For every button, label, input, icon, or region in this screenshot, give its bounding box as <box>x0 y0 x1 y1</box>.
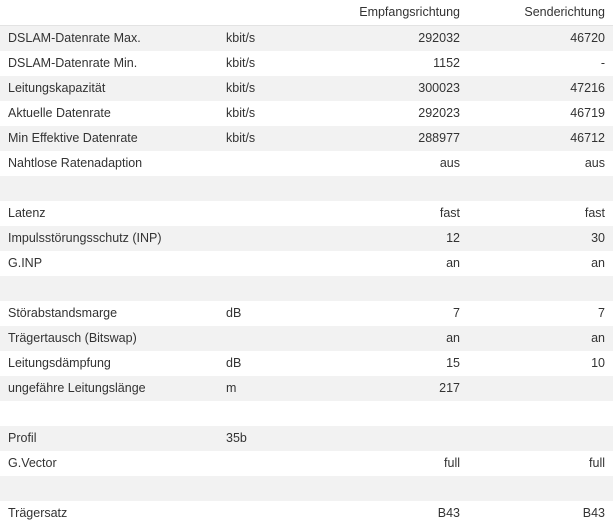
cell-receive-value: 7 <box>318 301 468 326</box>
cell-label <box>0 276 218 301</box>
cell-receive-value: an <box>318 251 468 276</box>
table-row <box>0 451 613 476</box>
cell-send-value <box>468 176 613 201</box>
cell-receive-value: 15 <box>318 351 468 376</box>
table-row <box>0 76 613 101</box>
cell-label: Nahtlose Ratenadaption <box>0 151 218 176</box>
cell-unit <box>218 226 318 251</box>
cell-receive-value <box>318 476 468 501</box>
cell-receive-value: 292023 <box>318 101 468 126</box>
cell-unit <box>218 201 318 226</box>
cell-label: Leitungskapazität <box>0 76 218 101</box>
cell-send-value: 7 <box>468 301 613 326</box>
cell-label: DSLAM-Datenrate Max. <box>0 26 218 52</box>
cell-unit: kbit/s <box>218 101 318 126</box>
cell-send-value: 46712 <box>468 126 613 151</box>
cell-unit <box>218 401 318 426</box>
cell-label: Min Effektive Datenrate <box>0 126 218 151</box>
cell-label: Leitungsdämpfung <box>0 351 218 376</box>
table-row <box>0 301 613 326</box>
table-row <box>0 326 613 351</box>
cell-send-value <box>468 426 613 451</box>
header-row <box>0 0 613 26</box>
cell-label: Latenz <box>0 201 218 226</box>
header-send-direction: Senderichtung <box>468 0 613 26</box>
cell-receive-value: 292032 <box>318 26 468 52</box>
cell-receive-value: aus <box>318 151 468 176</box>
cell-label: Trägersatz <box>0 501 218 526</box>
table-row <box>0 376 613 401</box>
cell-label: G.Vector <box>0 451 218 476</box>
table-row <box>0 501 613 526</box>
cell-receive-value: 1152 <box>318 51 468 76</box>
cell-send-value <box>468 376 613 401</box>
cell-label <box>0 401 218 426</box>
cell-send-value: full <box>468 451 613 476</box>
cell-label: G.INP <box>0 251 218 276</box>
table-row <box>0 351 613 376</box>
header-label <box>0 0 218 26</box>
cell-send-value <box>468 276 613 301</box>
cell-label <box>0 176 218 201</box>
cell-unit: kbit/s <box>218 126 318 151</box>
cell-send-value: an <box>468 251 613 276</box>
cell-send-value: 30 <box>468 226 613 251</box>
cell-receive-value <box>318 176 468 201</box>
cell-label: DSLAM-Datenrate Min. <box>0 51 218 76</box>
cell-send-value: 47216 <box>468 76 613 101</box>
table-header <box>0 0 613 26</box>
cell-receive-value: an <box>318 326 468 351</box>
cell-receive-value: B43 <box>318 501 468 526</box>
header-unit <box>218 0 318 26</box>
table-row <box>0 26 613 52</box>
cell-receive-value: full <box>318 451 468 476</box>
table-row <box>0 426 613 451</box>
cell-receive-value: fast <box>318 201 468 226</box>
cell-label: Trägertausch (Bitswap) <box>0 326 218 351</box>
cell-send-value: - <box>468 51 613 76</box>
table-row <box>0 126 613 151</box>
cell-unit: kbit/s <box>218 76 318 101</box>
table-spacer-row <box>0 276 613 301</box>
cell-label <box>0 476 218 501</box>
cell-label: Aktuelle Datenrate <box>0 101 218 126</box>
cell-unit: kbit/s <box>218 26 318 52</box>
table-spacer-row <box>0 401 613 426</box>
cell-send-value: an <box>468 326 613 351</box>
cell-label: Profil <box>0 426 218 451</box>
cell-receive-value: 288977 <box>318 126 468 151</box>
cell-unit <box>218 251 318 276</box>
cell-receive-value: 217 <box>318 376 468 401</box>
cell-label: ungefähre Leitungslänge <box>0 376 218 401</box>
cell-send-value <box>468 476 613 501</box>
cell-send-value: 46720 <box>468 26 613 52</box>
table-row <box>0 101 613 126</box>
header-receive-direction: Empfangsrichtung <box>318 0 468 26</box>
cell-unit: dB <box>218 351 318 376</box>
cell-receive-value <box>318 401 468 426</box>
cell-send-value: fast <box>468 201 613 226</box>
cell-unit <box>218 176 318 201</box>
table-row <box>0 251 613 276</box>
table-row <box>0 201 613 226</box>
cell-unit <box>218 326 318 351</box>
table-spacer-row <box>0 176 613 201</box>
cell-unit <box>218 501 318 526</box>
cell-unit: 35b <box>218 426 318 451</box>
cell-send-value <box>468 401 613 426</box>
table-row <box>0 51 613 76</box>
table-row <box>0 151 613 176</box>
table-row <box>0 226 613 251</box>
cell-unit: dB <box>218 301 318 326</box>
cell-unit: kbit/s <box>218 51 318 76</box>
cell-label: Impulsstörungsschutz (INP) <box>0 226 218 251</box>
cell-receive-value: 12 <box>318 226 468 251</box>
table-spacer-row <box>0 476 613 501</box>
cell-unit <box>218 451 318 476</box>
cell-unit <box>218 276 318 301</box>
cell-unit <box>218 476 318 501</box>
cell-receive-value: 300023 <box>318 76 468 101</box>
cell-send-value: 46719 <box>468 101 613 126</box>
cell-unit <box>218 151 318 176</box>
cell-receive-value <box>318 276 468 301</box>
cell-unit: m <box>218 376 318 401</box>
table-body <box>0 26 613 526</box>
cell-send-value: B43 <box>468 501 613 526</box>
cell-send-value: 10 <box>468 351 613 376</box>
cell-label: Störabstandsmarge <box>0 301 218 326</box>
cell-receive-value <box>318 426 468 451</box>
cell-send-value: aus <box>468 151 613 176</box>
